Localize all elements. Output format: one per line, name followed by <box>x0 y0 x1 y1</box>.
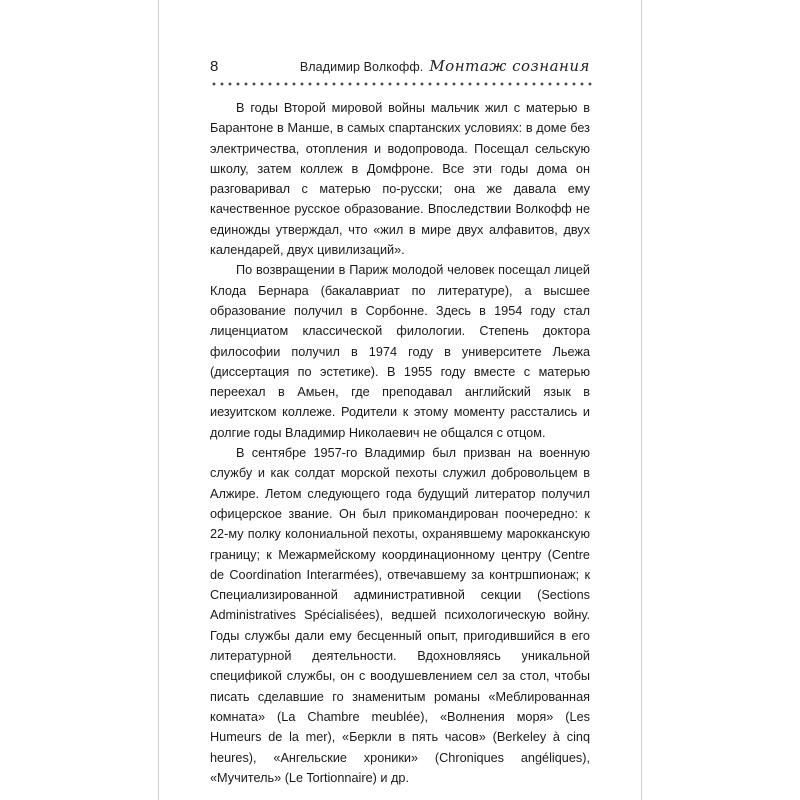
book-page <box>158 0 642 800</box>
paragraph: По возвращении в Париж молодой человек посещал лицей Клода Бернара (бакалавриат по литературе), а высшее образование получил в Сорбонне. Здесь в 1954 году стал лиценциатом классической филологии. Степень доктора философии получил в 1974 году в университете Льежа (диссертация по эстетике). В 1955 году вместе с матерью переехал в Амьен, где преподавал английский язык в иезуитском коллеже. Родители к этому моменту расстались и долгие годы Владимир Николаевич не общался с отцом. <box>210 263 590 440</box>
body-text <box>210 98 590 788</box>
book-title: Монтаж сознания <box>429 57 590 75</box>
paragraph: В годы Второй мировой войны мальчик жил с матерью в Барантоне в Манше, в самых спартанских условиях: в доме без электричества, отопления и водопровода. Посещал сельскую школу, затем коллеж в Домфроне. Все эти годы дома он разговаривал с матерью по-русски; она же давала ему качественное русское образование. Впоследствии Волкофф не единожды утверждал, что «жил в мире двух алфавитов, двух календарей, двух цивилизаций». <box>210 101 590 258</box>
running-title <box>300 57 590 76</box>
paragraph: В сентябре 1957-го Владимир был призван на военную службу и как солдат морской пехоты служил добровольцем в Алжире. Летом следующего года будущий литератор получил офицерское звание. Он был прикомандирован поочередно: к 22-му полку колониальной пехоты, охранявшему марокканскую границу; к Межармейскому координационному центру (Centre de Coordination Interarmées), отвечавшему за контршпионаж; к Специализированной административной секции (Sections Administratives Spécialisées), ведшей психологическую войну. Годы службы дали ему бесценный опыт, пригодившийся в его литературной деятельности. Вдохновляясь уникальной спецификой службы, он с воодушевлением сел за стол, чтобы писать сделавшие го знаменитым романы «Меблированная комната» (La Chambre meublée), «Волнения моря» (Les Humeurs de la mer), «Беркли в пять часов» (Berkeley à cinq heures), «Ангельские хроники» (Chroniques angéliques), «Мучитель» (Le Tortionnaire) и др. <box>210 446 590 785</box>
author-name: Владимир Волкофф. <box>299 60 424 74</box>
page-number: 8 <box>210 58 219 75</box>
running-header <box>210 56 590 82</box>
dotted-divider <box>210 81 592 87</box>
